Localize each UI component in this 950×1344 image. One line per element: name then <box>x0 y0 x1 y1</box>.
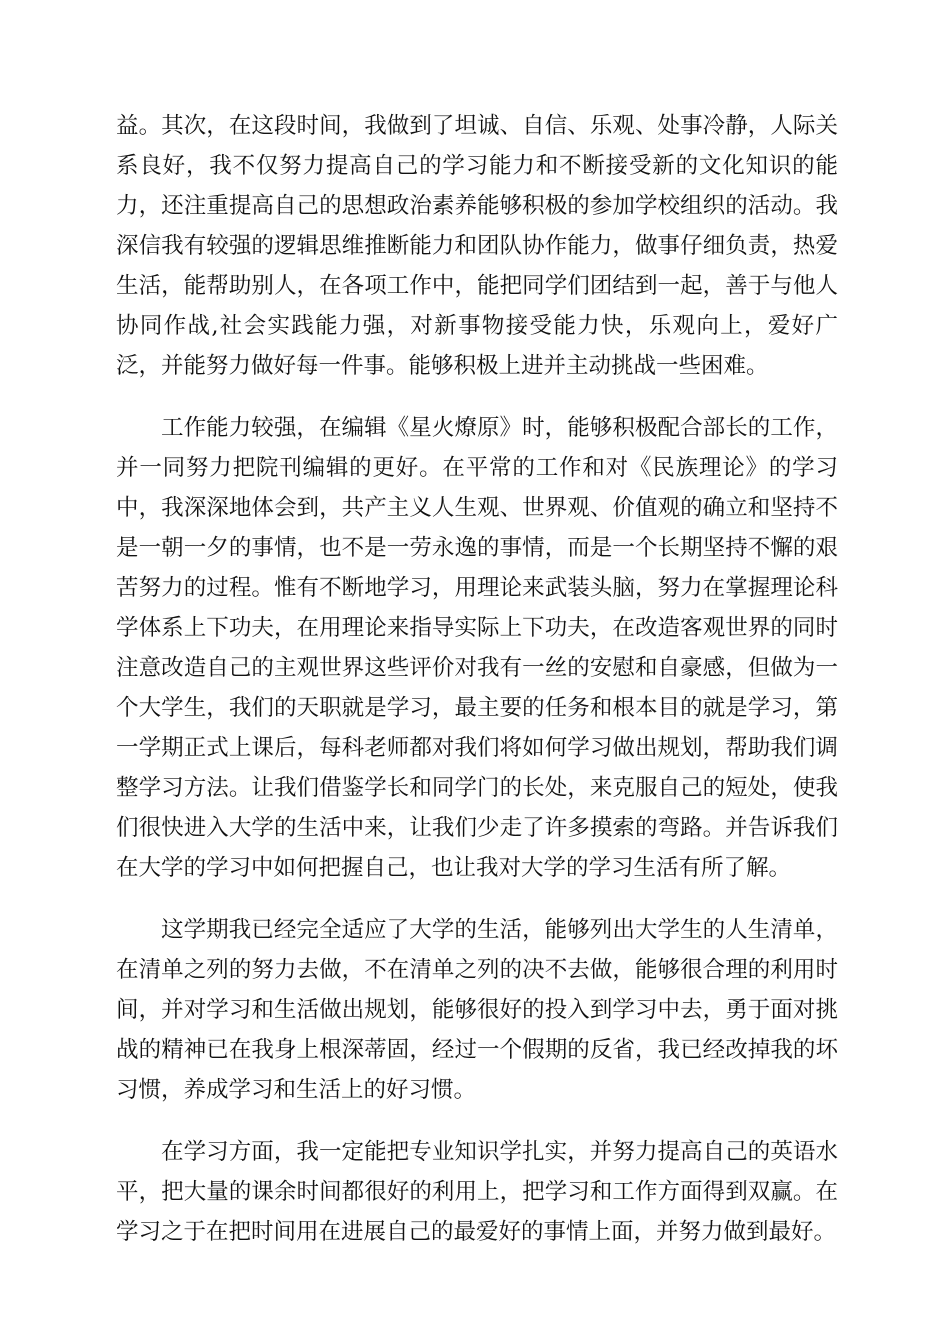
text-line: 学习之于在把时间用在进展自己的最爱好的事情上面，并努力做到最好。 <box>116 1219 837 1245</box>
text-line: 力，还注重提高自己的思想政治素养能够积极的参加学校组织的活动。我 <box>116 193 838 219</box>
text-line: 们很快进入大学的生活中来，让我们少走了许多摸索的弯路。并告诉我们 <box>116 815 838 841</box>
text-line: 学体系上下功夫，在用理论来指导实际上下功夫，在改造客观世界的同时 <box>116 615 838 641</box>
text-line: 一学期正式上课后，每科老师都对我们将如何学习做出规划，帮助我们调 <box>116 735 838 761</box>
text-line: 系良好，我不仅努力提高自己的学习能力和不断接受新的文化知识的能 <box>116 153 838 179</box>
text-line: 并一同努力把院刊编辑的更好。在平常的工作和对《民族理论》的学习 <box>116 455 838 481</box>
paragraph-gap <box>116 888 838 910</box>
document-body <box>116 106 838 1252</box>
text-line: 习惯，养成学习和生活上的好习惯。 <box>116 1077 477 1103</box>
text-line: 协同作战,社会实践能力强，对新事物接受能力快，乐观向上，爱好广 <box>116 313 838 339</box>
text-line: 生活，能帮助别人，在各项工作中，能把同学们团结到一起，善于与他人 <box>116 273 838 299</box>
text-line: 是一朝一夕的事情，也不是一劳永逸的事情，而是一个长期坚持不懈的艰 <box>116 535 838 561</box>
text-line: 平，把大量的课余时间都很好的利用上，把学习和工作方面得到双赢。在 <box>116 1179 838 1205</box>
paragraph-gap <box>116 1110 838 1132</box>
text-line: 在大学的学习中如何把握自己，也让我对大学的学习生活有所了解。 <box>116 855 792 881</box>
text-line: 泛，并能努力做好每一件事。能够积极上进并主动挑战一些困难。 <box>116 353 769 379</box>
text-line: 这学期我已经完全适应了大学的生活，能够列出大学生的人生清单， <box>161 917 838 943</box>
paragraph-1 <box>116 106 838 386</box>
paragraph-4 <box>116 1132 838 1252</box>
text-line: 苦努力的过程。惟有不断地学习，用理论来武装头脑，努力在掌握理论科 <box>116 575 838 601</box>
text-line: 中，我深深地体会到，共产主义人生观、世界观、价值观的确立和坚持不 <box>116 495 838 521</box>
paragraph-2 <box>116 408 838 888</box>
paragraph-3 <box>116 910 838 1110</box>
text-line: 在清单之列的努力去做，不在清单之列的决不去做，能够很合理的利用时 <box>116 957 838 983</box>
text-line: 个大学生，我们的天职就是学习，最主要的任务和根本目的就是学习，第 <box>116 695 838 721</box>
text-line: 在学习方面，我一定能把专业知识学扎实，并努力提高自己的英语水 <box>161 1139 838 1165</box>
text-line: 间，并对学习和生活做出规划，能够很好的投入到学习中去，勇于面对挑 <box>116 997 838 1023</box>
paragraph-gap <box>116 386 838 408</box>
text-line: 深信我有较强的逻辑思维推断能力和团队协作能力，做事仔细负责，热爱 <box>116 233 838 259</box>
text-line: 益。其次，在这段时间，我做到了坦诚、自信、乐观、处事冷静，人际关 <box>116 113 838 139</box>
text-line: 工作能力较强，在编辑《星火燎原》时，能够积极配合部长的工作， <box>161 415 838 441</box>
text-line: 注意改造自己的主观世界这些评价对我有一丝的安慰和自豪感，但做为一 <box>116 655 838 681</box>
text-line: 战的精神已在我身上根深蒂固，经过一个假期的反省，我已经改掉我的坏 <box>116 1037 838 1063</box>
text-line: 整学习方法。让我们借鉴学长和同学门的长处，来克服自己的短处，使我 <box>116 775 838 801</box>
